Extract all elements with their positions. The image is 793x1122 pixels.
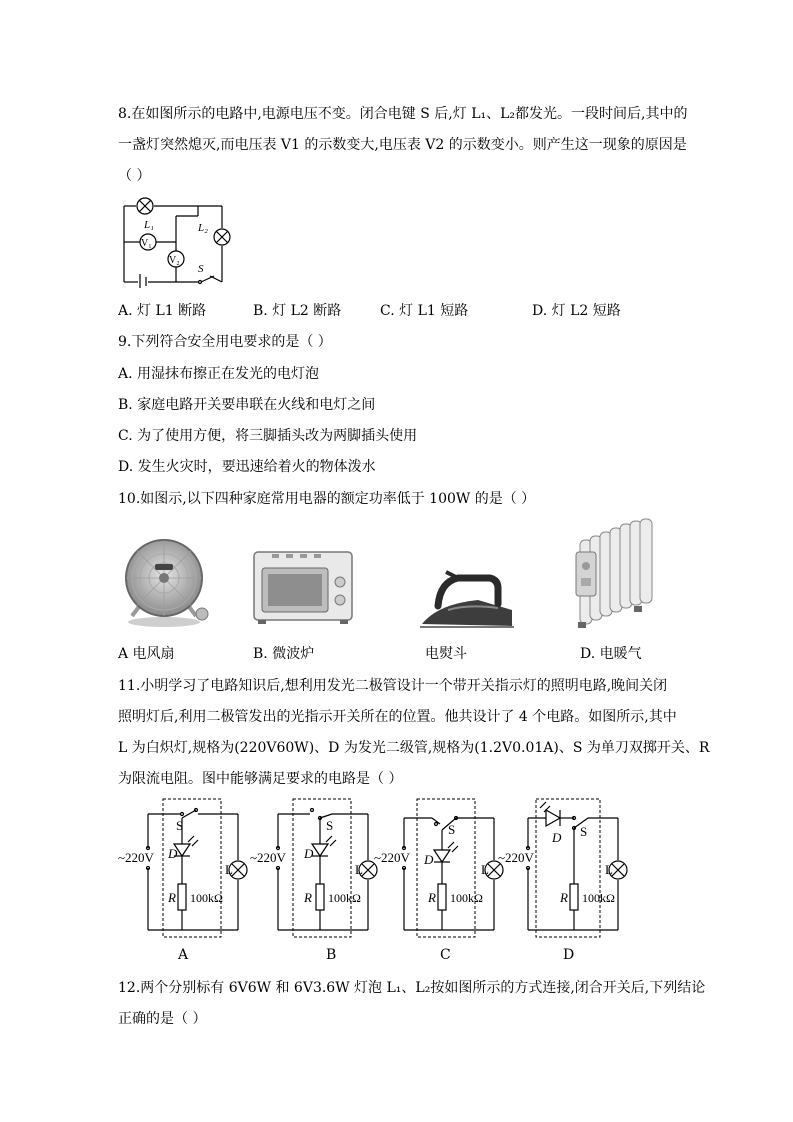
q11-d-switch: S: [580, 824, 588, 839]
q8-label-l1: L₁: [144, 219, 154, 231]
q11-b-resistor: R: [304, 890, 312, 905]
microwave-image: [252, 548, 354, 626]
q11-circuit-c: [374, 796, 514, 944]
q8-option-d[interactable]: D. 灯 L2 短路: [532, 303, 621, 319]
q9-option-d[interactable]: D. 发生火灾时，要迅速给着火的物体泼水: [118, 459, 376, 475]
q11-b-resistance: 100kΩ: [328, 891, 361, 905]
q8-option-a[interactable]: A. 灯 L1 断路: [118, 303, 207, 319]
q11-c-lamp: L: [481, 862, 489, 877]
q11-d-diode: D: [552, 830, 562, 845]
q12-stem-line-2: 正确的是（ ）: [118, 1011, 207, 1027]
q8-label-v1: V₁: [141, 238, 152, 249]
q11-a-diode: D: [168, 846, 178, 861]
q9-option-a[interactable]: A. 用湿抹布擦正在发光的电灯泡: [118, 366, 320, 382]
q11-a-voltage: ~220V: [118, 850, 154, 865]
q11-a-resistor: R: [168, 890, 176, 905]
q8-circuit-diagram: [118, 188, 243, 288]
q11-a-resistance: 100kΩ: [190, 891, 223, 905]
q11-c-switch: S: [448, 822, 456, 837]
q8-option-b[interactable]: B. 灯 L2 断路: [253, 303, 342, 319]
electric-iron-image: [418, 570, 516, 630]
q8-label-s: S: [198, 263, 204, 275]
q12-stem-line-1: 12.两个分别标有 6V6W 和 6V3.6W 灯泡 L₁、L₂按如图所示的方式连接,闭合开关后,下列结论: [118, 980, 706, 996]
q8-stem-line-2: 一盏灯突然熄灭,而电压表 V1 的示数变大,电压表 V2 的示数变小。则产生这一现象的原因是: [118, 137, 687, 153]
q11-b-switch: S: [326, 818, 334, 833]
q11-circuit-b: [248, 796, 388, 944]
q10-caption-b[interactable]: B. 微波炉: [253, 646, 315, 662]
q11-d-resistance: 100kΩ: [582, 891, 615, 905]
q11-d-lamp: L: [605, 862, 613, 877]
q9-stem: 9.下列符合安全用电要求的是（ ）: [118, 334, 332, 350]
q8-label-l2: L₂: [198, 222, 208, 234]
q10-caption-d[interactable]: D. 电暖气: [580, 646, 642, 662]
electric-heater-image: [572, 518, 662, 630]
q11-caption-d[interactable]: D: [563, 947, 575, 963]
q11-c-voltage: ~220V: [374, 850, 410, 865]
q10-caption-a[interactable]: A 电风扇: [118, 646, 175, 662]
q11-d-resistor: R: [560, 890, 568, 905]
q11-a-lamp: L: [225, 862, 233, 877]
q11-caption-a[interactable]: A: [178, 947, 189, 963]
q11-stem-line-3: L 为白炽灯,规格为(220V60W)、D 为发光二级管,规格为(1.2V0.01A)、S 为单刀双掷开关、R: [118, 740, 710, 756]
q9-option-b[interactable]: B. 家庭电路开关要串联在火线和电灯之间: [118, 397, 376, 413]
q11-stem-line-2: 照明灯后,利用二极管发出的光指示开关所在的位置。他共设计了 4 个电路。如图所示,其中: [118, 709, 677, 725]
q8-stem-line-3: （ ）: [118, 168, 151, 184]
q11-b-lamp: L: [355, 862, 363, 877]
q8-label-v2: V₂: [169, 255, 180, 266]
q11-caption-b[interactable]: B: [326, 947, 337, 963]
q11-c-diode: D: [424, 852, 434, 867]
q11-circuit-a: [118, 796, 258, 944]
q11-c-resistance: 100kΩ: [450, 891, 483, 905]
q11-stem-line-4: 为限流电阻。图中能够满足要求的电路是（ ）: [118, 771, 403, 787]
q11-c-resistor: R: [428, 890, 436, 905]
q9-option-c[interactable]: C. 为了使用方便，将三脚插头改为两脚插头使用: [118, 428, 418, 444]
q10-stem: 10.如图示,以下四种家庭常用电器的额定功率低于 100W 的是（ ）: [118, 491, 536, 507]
electric-fan-image: [118, 536, 210, 628]
q11-caption-c[interactable]: C: [440, 947, 451, 963]
q8-stem-line-1: 8.在如图所示的电路中,电源电压不变。闭合电键 S 后,灯 L₁、L₂都发光。一段时间后,其中的: [118, 106, 688, 122]
q11-stem-line-1: 11.小明学习了电路知识后,想利用发光二极管设计一个带开关指示灯的照明电路,晚间关闭: [118, 678, 668, 694]
q11-b-voltage: ~220V: [250, 850, 286, 865]
q10-caption-c[interactable]: 电熨斗: [425, 646, 467, 662]
q11-circuit-d: [498, 796, 638, 944]
q8-option-c[interactable]: C. 灯 L1 短路: [380, 303, 469, 319]
q11-d-voltage: ~220V: [498, 850, 534, 865]
q11-a-switch: S: [176, 818, 184, 833]
q11-b-diode: D: [304, 846, 314, 861]
